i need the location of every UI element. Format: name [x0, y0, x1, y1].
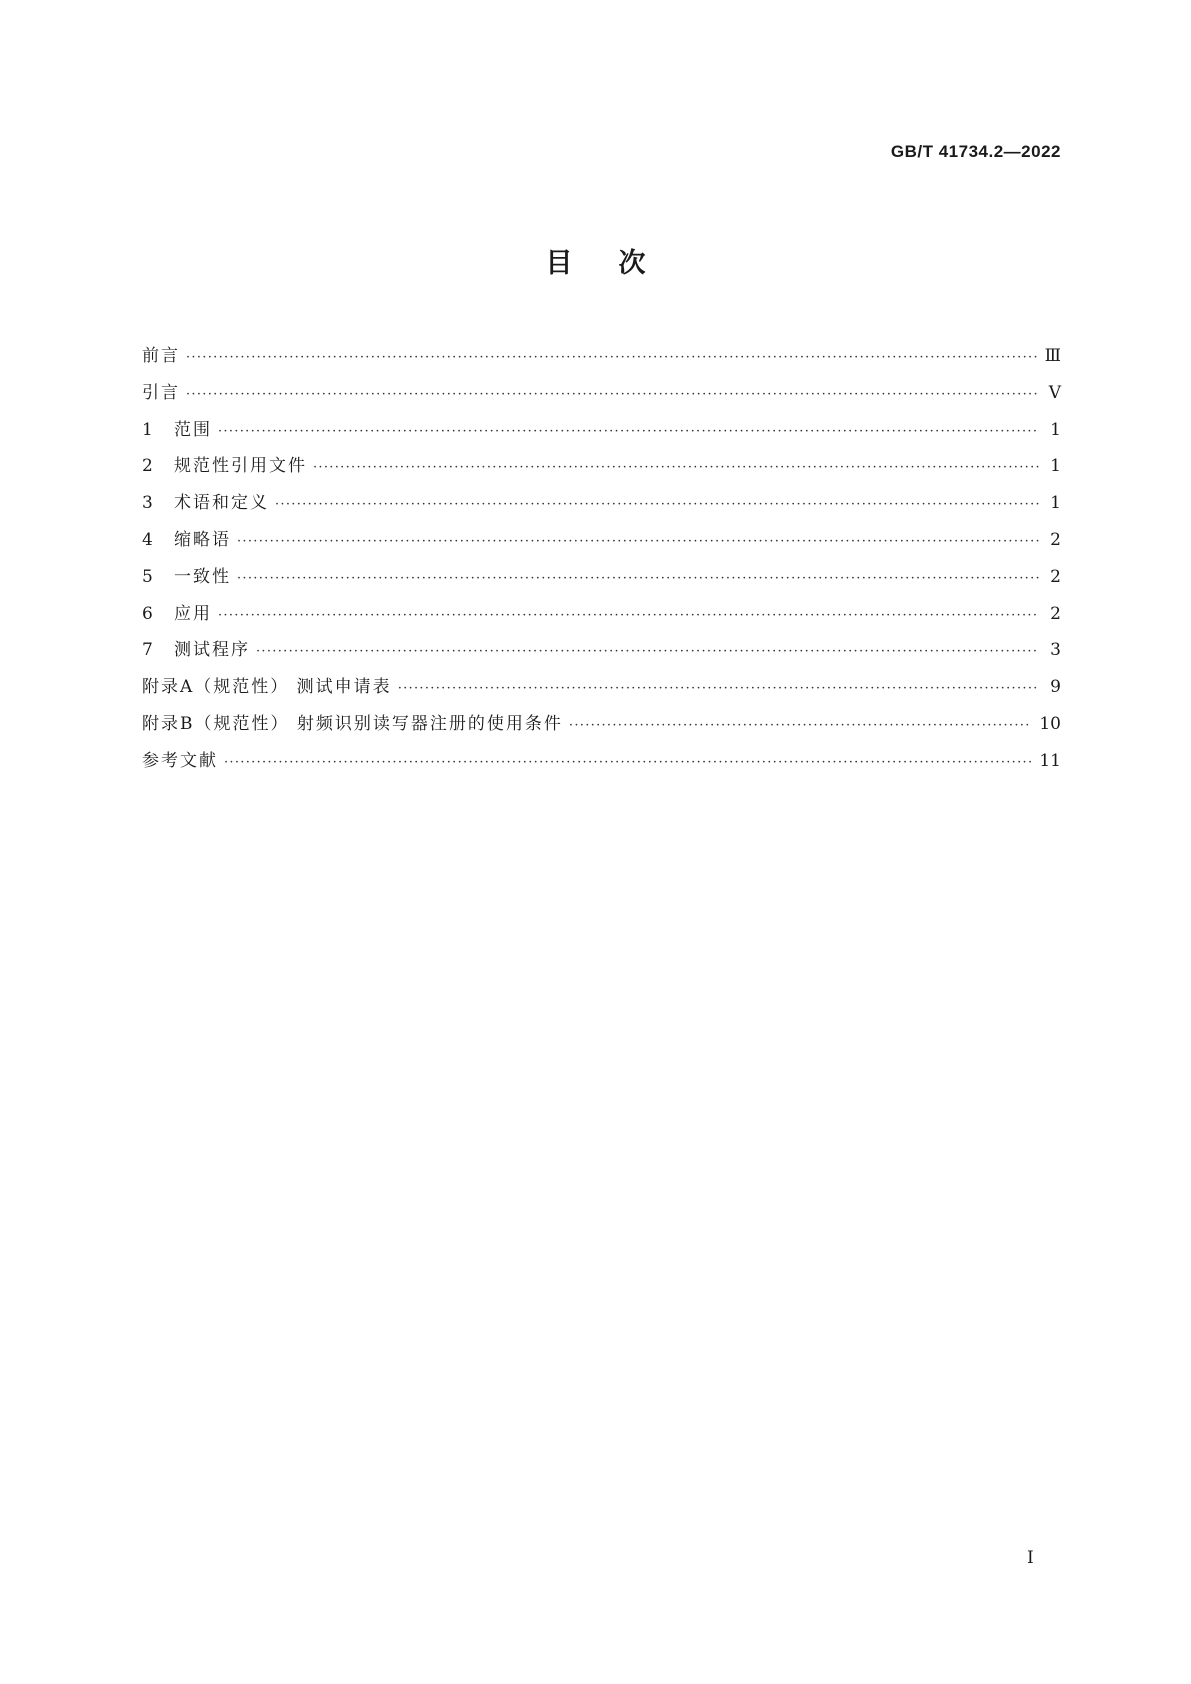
toc-entry-label: 术语和定义: [174, 493, 269, 514]
dot-leader: [275, 487, 1039, 524]
toc-entry-label: 前言: [142, 346, 180, 366]
toc-entry-number: 7: [142, 640, 153, 661]
toc-entry-label: 参考文献: [142, 750, 218, 771]
toc-entry-application[interactable]: [142, 596, 1061, 633]
toc-entry-page: 11: [1039, 750, 1061, 771]
toc-entry-page: 2: [1050, 603, 1061, 624]
toc-entry-page: 1: [1050, 493, 1061, 514]
toc-entry-number: 2: [142, 456, 153, 477]
toc-title: 目次: [545, 248, 692, 279]
dot-leader: [186, 340, 1037, 377]
toc-entry-number: 6: [142, 603, 153, 624]
toc-entry-label: 应用: [174, 603, 212, 624]
toc-entry-label: 引言: [142, 382, 180, 403]
toc-entry-introduction[interactable]: [142, 375, 1061, 412]
dot-leader: [218, 598, 1039, 635]
toc-entry-label: 附录B（规范性） 射频识别读写器注册的使用条件: [142, 713, 563, 734]
toc-entry-page: Ⅴ: [1048, 382, 1061, 403]
toc-entry-number: 3: [142, 493, 153, 514]
toc-entry-page: Ⅲ: [1044, 346, 1061, 366]
toc-entry-page: 1: [1050, 419, 1061, 440]
toc-entry-label: 范围: [174, 419, 212, 440]
dot-leader: [237, 524, 1039, 561]
toc-entry-abbreviations[interactable]: [142, 522, 1061, 559]
toc-entry-number: 1: [142, 419, 153, 440]
toc-entry-page: 2: [1050, 566, 1061, 587]
toc-entry-label: 一致性: [174, 566, 231, 587]
dot-leader: [398, 671, 1039, 708]
toc-entry-page: 9: [1050, 677, 1061, 698]
toc-entry-number: 5: [142, 566, 153, 587]
page-number: Ⅰ: [1027, 1548, 1034, 1568]
toc-entry-label: 测试程序: [174, 640, 250, 661]
toc-entry-page: 2: [1050, 529, 1061, 550]
toc-entry-annex-b[interactable]: [142, 706, 1061, 743]
toc-entry-conformance[interactable]: [142, 559, 1061, 596]
toc-entry-page: 10: [1039, 713, 1061, 734]
dot-leader: [224, 745, 1031, 782]
toc-entry-foreword[interactable]: [142, 338, 1061, 375]
dot-leader: [256, 634, 1039, 671]
toc-entry-bibliography[interactable]: [142, 743, 1061, 780]
toc-entry-scope[interactable]: [142, 412, 1061, 449]
toc-entry-label: 缩略语: [174, 529, 231, 550]
dot-leader: [218, 414, 1039, 451]
toc-entry-terms-definitions[interactable]: [142, 485, 1061, 522]
toc-entry-number: 4: [142, 529, 153, 550]
toc-entry-annex-a[interactable]: [142, 669, 1061, 706]
standard-code: GB/T 41734.2—2022: [890, 142, 1061, 161]
dot-leader: [313, 450, 1039, 487]
dot-leader: [186, 377, 1039, 414]
toc-entry-page: 1: [1050, 456, 1061, 477]
toc-list: [142, 338, 1061, 780]
toc-entry-normative-references[interactable]: [142, 448, 1061, 485]
toc-entry-label: 规范性引用文件: [174, 456, 307, 477]
dot-leader: [237, 561, 1039, 598]
toc-entry-test-procedure[interactable]: [142, 632, 1061, 669]
toc-entry-label: 附录A（规范性） 测试申请表: [142, 677, 392, 698]
toc-entry-page: 3: [1050, 640, 1061, 661]
dot-leader: [569, 708, 1031, 745]
